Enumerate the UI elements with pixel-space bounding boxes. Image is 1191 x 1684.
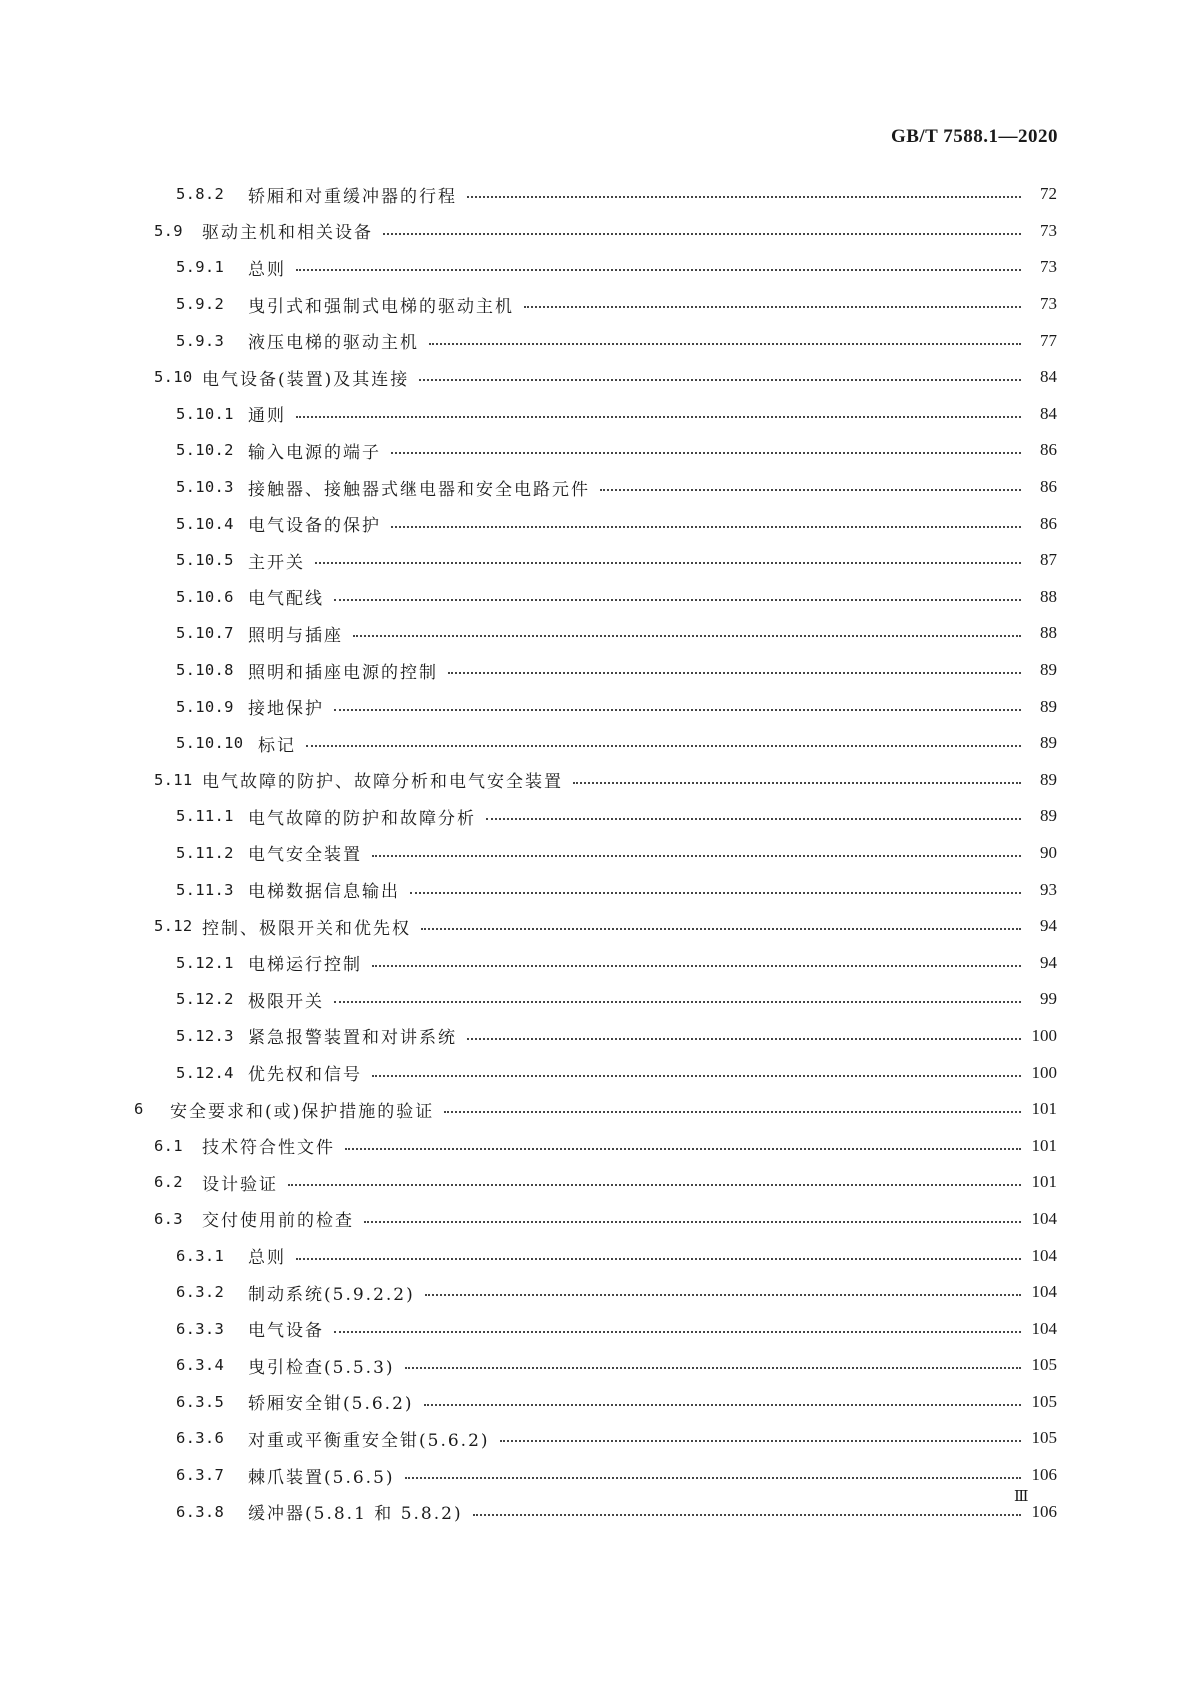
toc-entry-number: 5.12.2	[176, 990, 234, 1009]
toc-entry-title: 总则	[248, 1248, 286, 1269]
toc-entry-page: 99	[1040, 989, 1057, 1009]
table-of-contents	[134, 176, 1057, 1530]
toc-entry-page: 94	[1040, 952, 1057, 972]
dot-leader	[500, 1440, 1021, 1442]
toc-entry-page: 86	[1040, 513, 1057, 533]
toc-entry-title: 驱动主机和相关设备	[202, 223, 373, 244]
toc-entry-page: 94	[1040, 916, 1057, 936]
toc-entry-page: 100	[1031, 1062, 1057, 1082]
toc-entry[interactable]	[134, 1274, 1057, 1311]
dot-leader	[353, 635, 1021, 637]
toc-entry-number: 5.12.3	[176, 1026, 234, 1045]
toc-entry-page: 101	[1031, 1135, 1057, 1155]
dot-leader	[467, 1038, 1021, 1040]
dot-leader	[372, 855, 1021, 857]
toc-entry-title: 对重或平衡重安全钳(5.6.2)	[248, 1430, 490, 1451]
toc-entry-title: 电梯数据信息输出	[248, 882, 400, 903]
toc-entry-number: 5.10.3	[176, 478, 234, 497]
toc-entry-page: 89	[1040, 733, 1057, 753]
toc-entry[interactable]	[134, 1164, 1057, 1201]
toc-entry-page: 104	[1031, 1208, 1057, 1228]
toc-entry-page: 101	[1031, 1172, 1057, 1192]
toc-entry-title: 通则	[248, 406, 286, 427]
toc-entry-page: 104	[1031, 1282, 1057, 1302]
toc-entry-number: 5.10	[154, 368, 193, 387]
toc-entry[interactable]	[134, 1384, 1057, 1421]
dot-leader	[315, 562, 1021, 564]
toc-entry-title: 安全要求和(或)保护措施的验证	[170, 1101, 435, 1122]
toc-entry-title: 电气故障的防护和故障分析	[248, 808, 476, 829]
toc-entry-number: 5.12.1	[176, 953, 234, 972]
toc-entry-page: 89	[1040, 660, 1057, 680]
toc-entry-page: 86	[1040, 477, 1057, 497]
dot-leader	[334, 1001, 1021, 1003]
toc-entry-page: 104	[1031, 1318, 1057, 1338]
toc-entry-page: 89	[1040, 806, 1057, 826]
dot-leader	[296, 416, 1021, 418]
dot-leader	[421, 928, 1021, 930]
toc-entry-title: 液压电梯的驱动主机	[248, 333, 419, 354]
dot-leader	[372, 1075, 1021, 1077]
dot-leader	[425, 1294, 1021, 1296]
toc-entry[interactable]	[134, 908, 1057, 945]
toc-entry-number: 5.11.2	[176, 843, 234, 862]
toc-entry-page: 105	[1031, 1428, 1057, 1448]
toc-entry[interactable]	[134, 688, 1057, 725]
toc-entry-page: 84	[1040, 403, 1057, 423]
toc-entry-number: 5.10.10	[176, 734, 244, 753]
toc-entry-page: 73	[1040, 294, 1057, 314]
toc-entry[interactable]	[134, 213, 1057, 250]
toc-entry-number: 5.9.1	[176, 258, 225, 277]
toc-entry-title: 曳引检查(5.5.3)	[248, 1357, 395, 1378]
toc-entry-number: 5.11.3	[176, 880, 234, 899]
toc-entry[interactable]	[134, 981, 1057, 1018]
toc-entry-title: 曳引式和强制式电梯的驱动主机	[248, 296, 514, 317]
toc-entry[interactable]	[134, 1018, 1057, 1055]
toc-entry-page: 105	[1031, 1355, 1057, 1375]
toc-entry[interactable]	[134, 835, 1057, 872]
standard-code-header: GB/T 7588.1—2020	[890, 126, 1058, 147]
toc-entry-number: 5.9	[154, 221, 183, 240]
toc-entry-page: 101	[1031, 1099, 1057, 1119]
toc-entry-page: 89	[1040, 696, 1057, 716]
toc-entry-title: 接触器、接触器式继电器和安全电路元件	[248, 479, 590, 500]
toc-entry[interactable]	[134, 1237, 1057, 1274]
toc-entry-number: 6.3.8	[176, 1502, 225, 1521]
toc-entry-page: 73	[1040, 220, 1057, 240]
toc-entry-title: 紧急报警装置和对讲系统	[248, 1028, 457, 1049]
dot-leader	[306, 745, 1021, 747]
toc-entry-title: 照明和插座电源的控制	[248, 662, 438, 683]
toc-entry-title: 电气安全装置	[248, 845, 362, 866]
toc-entry-number: 5.10.7	[176, 624, 234, 643]
dot-leader	[391, 526, 1021, 528]
toc-entry-title: 标记	[258, 735, 296, 756]
toc-entry[interactable]	[134, 286, 1057, 323]
toc-entry-number: 5.11.1	[176, 807, 234, 826]
dot-leader	[467, 196, 1021, 198]
dot-leader	[383, 233, 1021, 235]
toc-entry-number: 6.3.7	[176, 1466, 225, 1485]
dot-leader	[405, 1477, 1021, 1479]
toc-entry-title: 总则	[248, 259, 286, 280]
toc-entry-page: 88	[1040, 623, 1057, 643]
toc-entry-title: 电气故障的防护、故障分析和电气安全装置	[202, 772, 563, 793]
dot-leader	[573, 782, 1021, 784]
toc-entry-title: 棘爪装置(5.6.5)	[248, 1467, 395, 1488]
toc-entry-number: 5.10.5	[176, 551, 234, 570]
toc-entry-page: 106	[1031, 1501, 1057, 1521]
toc-entry-page: 106	[1031, 1465, 1057, 1485]
toc-entry-page: 100	[1031, 1025, 1057, 1045]
toc-entry[interactable]	[134, 615, 1057, 652]
toc-entry-title: 控制、极限开关和优先权	[202, 918, 411, 939]
toc-entry-number: 5.10.4	[176, 514, 234, 533]
toc-entry-number: 6.3.2	[176, 1283, 225, 1302]
toc-entry[interactable]	[134, 1310, 1057, 1347]
toc-entry[interactable]	[134, 798, 1057, 835]
toc-entry-title: 制动系统(5.9.2.2)	[248, 1284, 415, 1305]
toc-entry-page: 93	[1040, 879, 1057, 899]
toc-entry-title: 电气设备	[248, 1321, 324, 1342]
toc-entry-page: 87	[1040, 550, 1057, 570]
toc-entry-number: 5.12	[154, 917, 193, 936]
toc-entry[interactable]	[134, 542, 1057, 579]
toc-entry-number: 5.9.3	[176, 331, 225, 350]
toc-entry-number: 6.3.3	[176, 1319, 225, 1338]
dot-leader	[473, 1514, 1021, 1516]
dot-leader	[410, 892, 1021, 894]
dot-leader	[524, 306, 1021, 308]
dot-leader	[424, 1404, 1021, 1406]
dot-leader	[372, 965, 1021, 967]
toc-entry-page: 73	[1040, 257, 1057, 277]
page-number: Ⅲ	[1014, 1489, 1029, 1505]
toc-entry[interactable]	[134, 322, 1057, 359]
toc-entry[interactable]	[134, 1127, 1057, 1164]
dot-leader	[448, 672, 1021, 674]
toc-entry-title: 交付使用前的检查	[202, 1211, 354, 1232]
toc-entry[interactable]	[134, 505, 1057, 542]
toc-entry-number: 6	[134, 1100, 144, 1119]
toc-entry[interactable]	[134, 1420, 1057, 1457]
toc-entry-title: 优先权和信号	[248, 1065, 362, 1086]
toc-entry-title: 轿厢和对重缓冲器的行程	[248, 186, 457, 207]
toc-entry-page: 90	[1040, 842, 1057, 862]
toc-entry-title: 电气设备的保护	[248, 516, 381, 537]
toc-entry-number: 5.11	[154, 770, 193, 789]
toc-entry[interactable]	[134, 432, 1057, 469]
toc-entry-number: 5.10.2	[176, 441, 234, 460]
dot-leader	[419, 379, 1021, 381]
toc-entry-page: 72	[1040, 184, 1057, 204]
toc-entry-number: 6.3.4	[176, 1356, 225, 1375]
dot-leader	[334, 1331, 1021, 1333]
toc-entry-title: 主开关	[248, 552, 305, 573]
dot-leader	[364, 1221, 1021, 1223]
toc-entry[interactable]	[134, 249, 1057, 286]
toc-entry-number: 5.10.1	[176, 404, 234, 423]
dot-leader	[486, 818, 1021, 820]
dot-leader	[334, 709, 1021, 711]
toc-entry[interactable]	[134, 725, 1057, 762]
toc-entry-number: 6.3.6	[176, 1429, 225, 1448]
dot-leader	[296, 1258, 1021, 1260]
toc-entry-title: 轿厢安全钳(5.6.2)	[248, 1394, 414, 1415]
toc-entry[interactable]	[134, 1054, 1057, 1091]
dot-leader	[334, 599, 1021, 601]
toc-entry-page: 77	[1040, 330, 1057, 350]
toc-entry[interactable]	[134, 1091, 1057, 1128]
toc-entry-page: 104	[1031, 1245, 1057, 1265]
toc-entry[interactable]	[134, 176, 1057, 213]
dot-leader	[405, 1367, 1021, 1369]
toc-entry-number: 6.3.1	[176, 1246, 225, 1265]
toc-entry[interactable]	[134, 652, 1057, 689]
toc-entry-title: 极限开关	[248, 991, 324, 1012]
toc-entry-title: 电气配线	[248, 589, 324, 610]
dot-leader	[444, 1111, 1021, 1113]
toc-entry-number: 5.12.4	[176, 1063, 234, 1082]
toc-entry[interactable]	[134, 1347, 1057, 1384]
toc-entry-title: 技术符合性文件	[202, 1138, 335, 1159]
toc-entry-page: 88	[1040, 586, 1057, 606]
dot-leader	[600, 489, 1021, 491]
toc-entry-number: 6.3	[154, 1209, 183, 1228]
toc-entry-title: 电梯运行控制	[248, 955, 362, 976]
toc-entry-number: 5.10.9	[176, 697, 234, 716]
toc-entry-number: 5.10.6	[176, 587, 234, 606]
toc-entry-title: 设计验证	[202, 1174, 278, 1195]
toc-entry-page: 84	[1040, 367, 1057, 387]
toc-entry-title: 电气设备(装置)及其连接	[202, 369, 410, 390]
toc-entry-page: 86	[1040, 440, 1057, 460]
toc-entry-title: 照明与插座	[248, 625, 343, 646]
toc-entry-number: 6.1	[154, 1136, 183, 1155]
toc-entry-title: 接地保护	[248, 699, 324, 720]
toc-entry[interactable]	[134, 1457, 1057, 1494]
toc-entry[interactable]	[134, 579, 1057, 616]
toc-entry-number: 5.9.2	[176, 295, 225, 314]
toc-entry-number: 5.10.8	[176, 661, 234, 680]
dot-leader	[288, 1184, 1021, 1186]
toc-entry[interactable]	[134, 944, 1057, 981]
dot-leader	[296, 269, 1021, 271]
toc-entry-number: 6.2	[154, 1173, 183, 1192]
toc-entry-title: 缓冲器(5.8.1 和 5.8.2)	[248, 1504, 463, 1525]
toc-entry[interactable]	[134, 469, 1057, 506]
toc-entry[interactable]	[134, 396, 1057, 433]
toc-entry[interactable]	[134, 871, 1057, 908]
dot-leader	[391, 452, 1021, 454]
toc-entry[interactable]	[134, 762, 1057, 799]
toc-entry[interactable]	[134, 359, 1057, 396]
dot-leader	[345, 1148, 1021, 1150]
toc-entry[interactable]	[134, 1201, 1057, 1238]
toc-entry-title: 输入电源的端子	[248, 442, 381, 463]
toc-entry-page: 105	[1031, 1391, 1057, 1411]
toc-entry-number: 5.8.2	[176, 185, 225, 204]
toc-entry-number: 6.3.5	[176, 1392, 225, 1411]
toc-entry-page: 89	[1040, 769, 1057, 789]
dot-leader	[429, 343, 1021, 345]
toc-entry[interactable]	[134, 1493, 1057, 1530]
